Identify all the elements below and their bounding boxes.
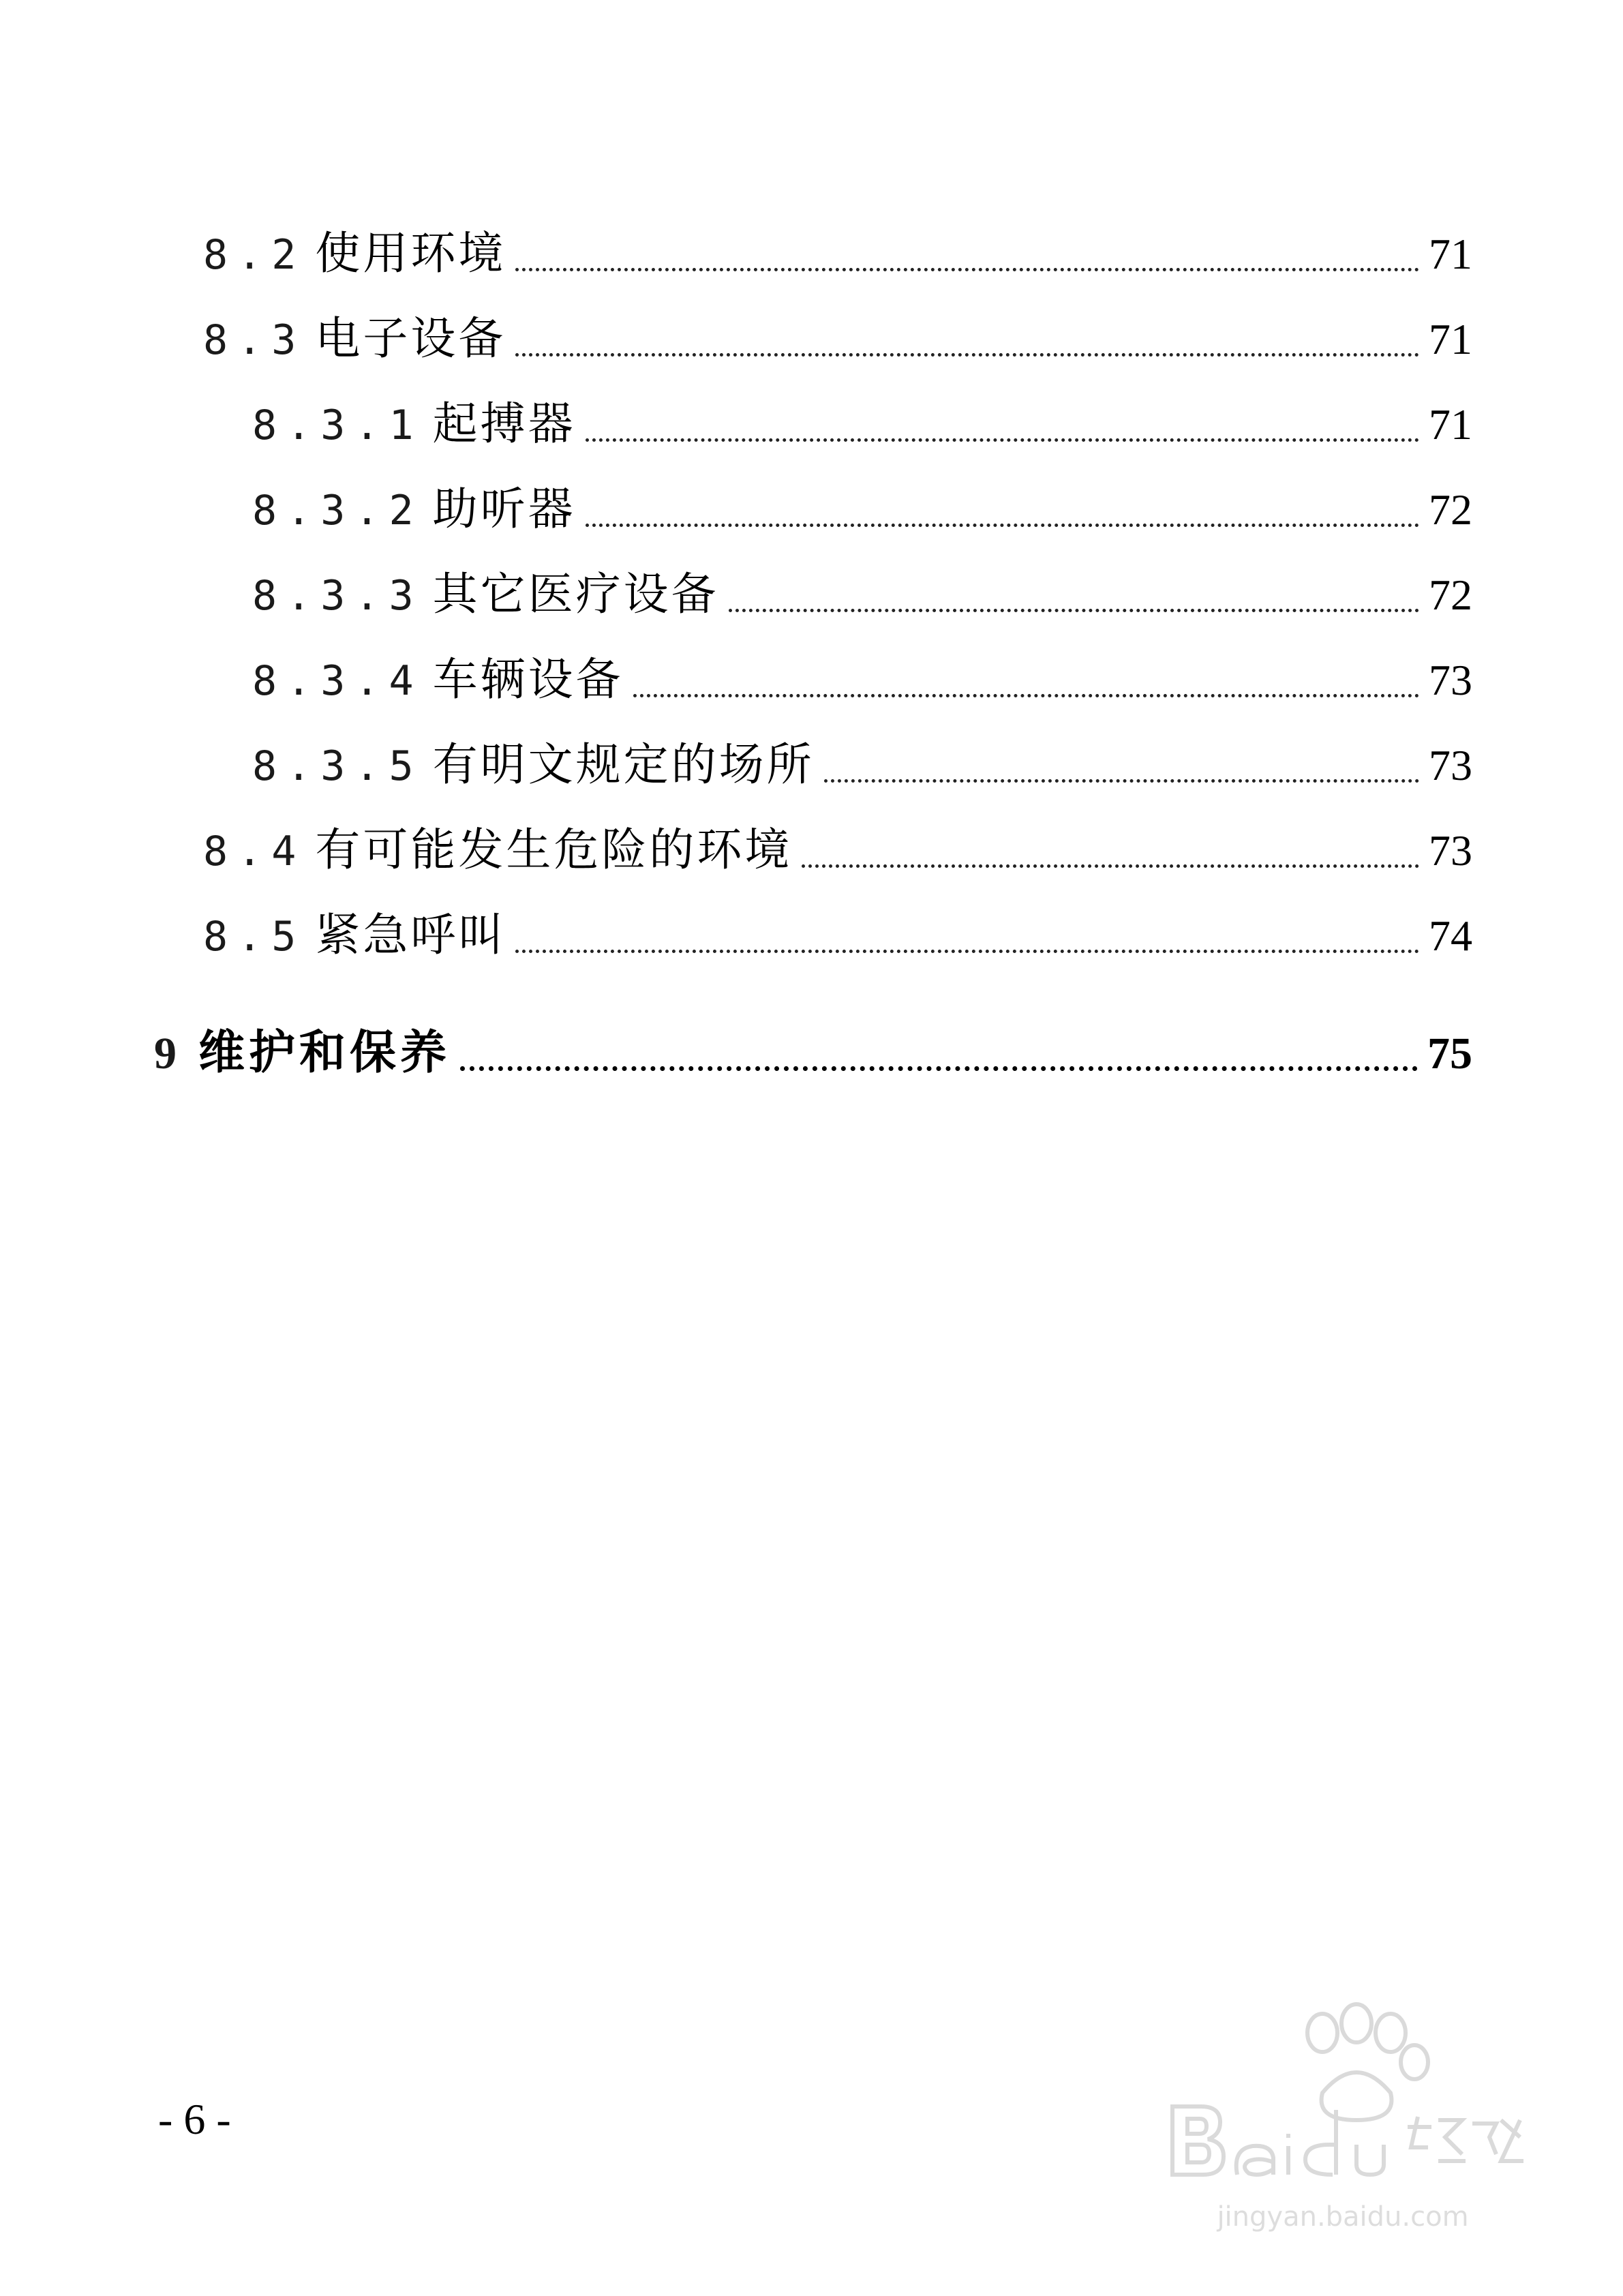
toc-entry-number: 8.3.5 (252, 742, 423, 790)
toc-entry-title: 起搏器 (432, 397, 576, 450)
toc-entry-number: 8.4 (203, 828, 306, 875)
toc-entry-title: 其它医疗设备 (432, 568, 719, 620)
toc-entry-page: 71 (1429, 230, 1472, 278)
toc-entry-page: 71 (1429, 315, 1472, 363)
toc-entry[interactable] (252, 558, 1472, 633)
toc-entry-title: 有可能发生危险的环境 (315, 824, 793, 876)
toc-entry-page: 73 (1429, 656, 1472, 704)
toc-entry-page: 72 (1429, 571, 1472, 619)
toc-entry-page: 73 (1429, 741, 1472, 789)
toc-entry[interactable] (252, 472, 1472, 547)
page-number: - 6 - (158, 2095, 231, 2143)
dot-leader (824, 779, 1419, 783)
toc-entry-number: 8.3.1 (252, 402, 423, 449)
baidu-jingyan-watermark (1152, 1991, 1534, 2250)
paw-icon (1152, 1991, 1534, 2250)
toc-chapter-entry[interactable] (154, 1016, 1472, 1091)
dot-leader (515, 950, 1419, 953)
toc-entry[interactable] (252, 643, 1472, 718)
toc-entry-page: 71 (1429, 400, 1472, 449)
dot-leader (586, 438, 1419, 442)
toc-entry-number: 8.3 (203, 316, 306, 364)
toc-entry[interactable] (203, 217, 1472, 292)
toc-entry-page: 72 (1429, 485, 1472, 534)
dot-leader (802, 864, 1419, 868)
toc-entry-number: 8.3.2 (252, 487, 423, 534)
toc-entry-number: 9 (154, 1029, 177, 1078)
toc-entry-number: 8.3.3 (252, 572, 423, 620)
toc-entry[interactable] (203, 302, 1472, 377)
toc-entry-title: 电子设备 (315, 312, 506, 365)
dot-leader (515, 268, 1419, 271)
toc-entry-title: 维护和保养 (198, 1025, 451, 1080)
watermark-url: jingyan.baidu.com (1217, 2201, 1469, 2233)
toc-entry[interactable] (252, 387, 1472, 462)
toc-entry-title: 车辆设备 (432, 653, 624, 706)
dot-leader (633, 694, 1419, 697)
dot-leader (729, 609, 1419, 612)
toc-entry-title: 助听器 (432, 483, 576, 535)
toc-entry-title: 有明文规定的场所 (432, 738, 815, 791)
toc-entry[interactable] (252, 728, 1472, 803)
dot-leader (586, 524, 1419, 527)
toc-entry-title: 紧急呼叫 (315, 909, 506, 961)
toc-entry-number: 8.3.4 (252, 657, 423, 705)
toc-entry-title: 使用环境 (315, 227, 506, 280)
toc-entry[interactable] (203, 898, 1472, 973)
dot-leader (460, 1066, 1418, 1071)
toc-entry-page: 74 (1429, 911, 1472, 960)
toc-entry-page: 75 (1427, 1029, 1472, 1078)
toc-entry[interactable] (203, 813, 1472, 888)
toc-entry-number: 8.5 (203, 913, 306, 961)
toc-entry-page: 73 (1429, 826, 1472, 875)
toc-entry-number: 8.2 (203, 231, 306, 279)
dot-leader (515, 353, 1419, 357)
